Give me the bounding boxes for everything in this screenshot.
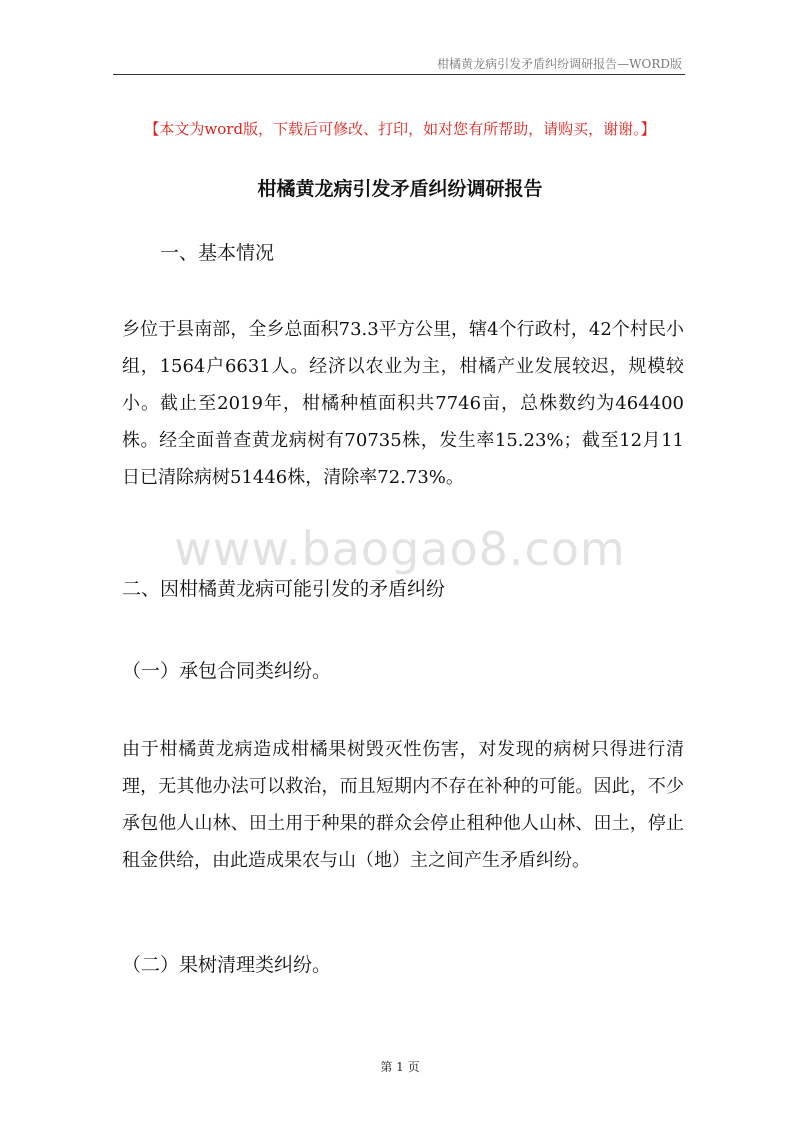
subheading-tree-clearing-disputes: （二）果树清理类纠纷。 (122, 954, 332, 976)
paragraph-contract-disputes: 由于柑橘黄龙病造成柑橘果树毁灭性伤害，对发现的病树只得进行清理，无其他办法可以救治，而且短期内不存在补种的可能。因此，不少承包他人山林、田土用于种果的群众会停止租种他人山林、田土，停止租金供给，由此造成果农与山（地）主之间产生矛盾纠纷。 (122, 739, 684, 871)
subheading-contract-disputes: （一）承包合同类纠纷。 (122, 660, 332, 682)
purchase-notice: 【本文为word版，下载后可修改、打印，如对您有所帮助，请购买，谢谢。】 (144, 120, 656, 138)
watermark: www.baogao8.com (174, 522, 626, 576)
document-title: 柑橘黄龙病引发矛盾纠纷调研报告 (257, 178, 543, 200)
section-heading-basic-situation: 一、基本情况 (160, 242, 275, 264)
page-number: 第 1 页 (380, 1060, 420, 1074)
running-header: 柑橘黄龙病引发矛盾纠纷调研报告—WORD版 (437, 57, 682, 71)
section-heading-disputes: 二、因柑橘黄龙病可能引发的矛盾纠纷 (122, 578, 446, 600)
header-rule (113, 74, 685, 75)
paragraph-basic-situation: 乡位于县南部，全乡总面积73.3平方公里，辖4个行政村，42个村民小组，1564户6631人。经济以农业为主，柑橘产业发展较迟，规模较小。截止至2019年，柑橘种植面积共7746亩，总株数约为464400株。经全面普查黄龙病树有70735株，发生率15.23%；截至12月11日已清除病树51446株，清除率72.73%。 (122, 319, 684, 488)
